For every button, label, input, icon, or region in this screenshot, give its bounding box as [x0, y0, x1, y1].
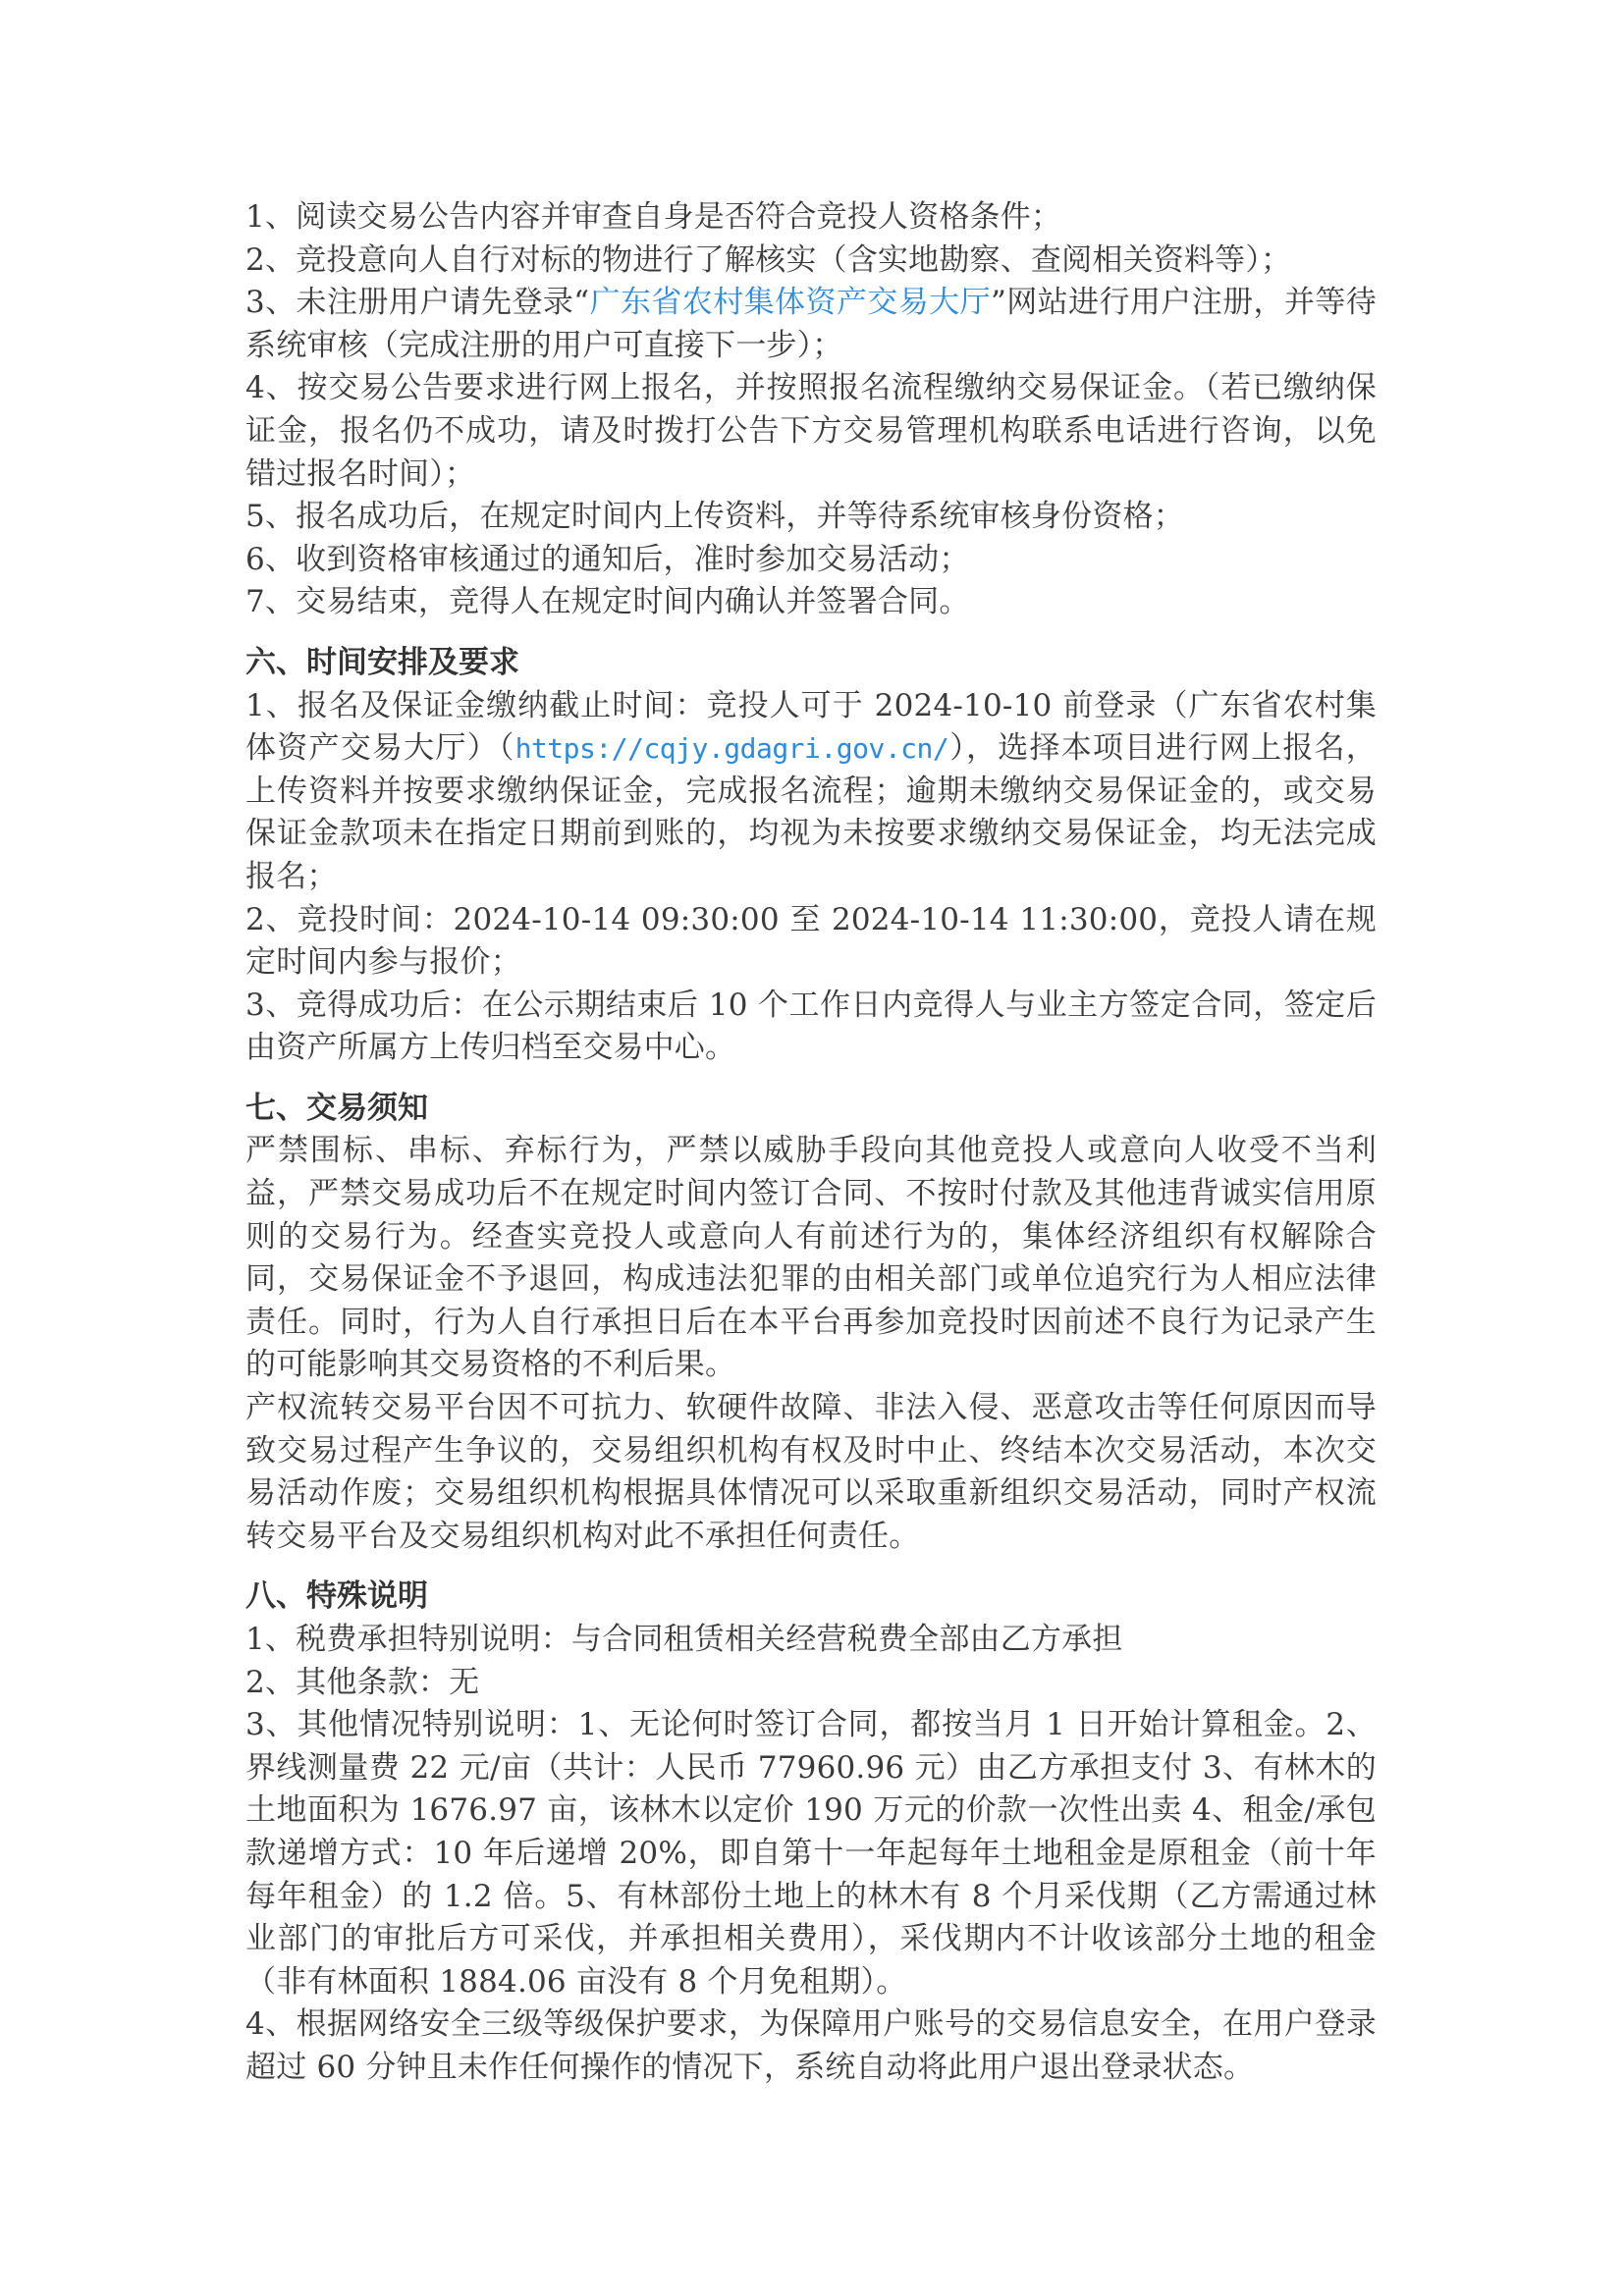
step-item-3 — [245, 282, 1377, 367]
step-item-2: 2、竞投意向人自行对标的物进行了解核实（含实地勘察、查阅相关资料等）； — [245, 241, 1292, 278]
special-note-3: 3、其他情况特别说明：1、无论何时签订合同，都按当月 1 日开始计算租金。2、界线测量费 22 元/亩（共计：人民币 77960.96 元）由乙方承担支付 3、有林木的土地面积为 1676.97 亩，该林木以定价 190 万元的价款一次性出卖 4、租金/承包款递增方式：10 年后递增 20%，即自第十一年起每年土地租金是原租金（前十年每年租金）的 1.2 倍。5、有林部份土地上的林木有 8 个月采伐期（乙方需通过林业部门的审批后方可采伐，并承担相关费用），采伐期内不计收该部分土地的租金（非有林面积 1884.06 亩没有 8 个月免租期）。 — [245, 1707, 1377, 2000]
trading-notice-paragraph-1: 严禁围标、串标、弃标行为，严禁以威胁手段向其他竞投人或意向人收受不当利益，严禁交易成功后不在规定时间内签订合同、不按时付款及其他违背诚实信用原则的交易行为。经查实竞投人或意向人有前述行为的，集体经济组织有权解除合同，交易保证金不予退回，构成违法犯罪的由相关部门或单位追究行为人相应法律责任。同时，行为人自行承担日后在本平台再参加竞投时因前述不良行为记录产生的可能影响其交易资格的不利后果。 — [245, 1133, 1377, 1383]
bidding-steps-list — [245, 196, 1377, 624]
schedule-item-1-post: ），选择本项目进行网上报名，上传资料并按要求缴纳保证金，完成报名流程；逾期未缴纳交易保证金的，或交易保证金款项未在指定日期前到账的，均视为未按要求缴纳交易保证金，均无法完成报名； — [245, 730, 1377, 894]
schedule-item-1 — [245, 685, 1377, 899]
step-item-5: 5、报名成功后，在规定时间内上传资料，并等待系统审核身份资格； — [245, 499, 1184, 535]
section-special-notes — [245, 1575, 1377, 2089]
section-schedule — [245, 642, 1377, 1070]
schedule-item-1-pre: 1、报名及保证金缴纳截止时间：竞投人可于 2024-10-10 前登录（广东省农村集体资产交易大厅）（ — [245, 687, 1377, 767]
section-trading-notice — [245, 1088, 1377, 1559]
special-note-1: 1、税费承担特别说明：与合同租赁相关经营税费全部由乙方承担 — [245, 1622, 1123, 1657]
step-item-7: 7、交易结束，竞得人在规定时间内确认并签署合同。 — [245, 584, 970, 620]
special-note-2: 2、其他条款：无 — [245, 1664, 480, 1700]
trading-hall-link[interactable]: 广东省农村集体资产交易大厅 — [589, 285, 991, 321]
step-item-1: 1、阅读交易公告内容并审查自身是否符合竞投人资格条件； — [245, 199, 1062, 235]
section-heading-schedule: 六、时间安排及要求 — [245, 644, 519, 680]
trading-notice-paragraph-2: 产权流转交易平台因不可抗力、软硬件故障、非法入侵、恶意攻击等任何原因而导致交易过程产生争议的，交易组织机构有权及时中止、终结本次交易活动，本次交易活动作废；交易组织机构根据具体情况可以采取重新组织交易活动，同时产权流转交易平台及交易组织机构对此不承担任何责任。 — [245, 1390, 1377, 1554]
section-heading-trading-notice: 七、交易须知 — [245, 1090, 428, 1126]
step-item-6: 6、收到资格审核通过的通知后，准时参加交易活动； — [245, 541, 970, 577]
step-item-3-pre: 3、未注册用户请先登录“ — [245, 285, 590, 321]
website-url-link[interactable]: https://cqjy.gdagri.gov.cn/ — [514, 732, 949, 766]
step-item-3-post: ”网站进行用户注册，并等待系统审核（完成注册的用户可直接下一步）； — [245, 285, 1377, 363]
step-item-4: 4、按交易公告要求进行网上报名，并按照报名流程缴纳交易保证金。（若已缴纳保证金，报名仍不成功，请及时拨打公告下方交易管理机构联系电话进行咨询，以免错过报名时间）； — [245, 370, 1377, 492]
schedule-item-2: 2、竞投时间：2024-10-14 09:30:00 至 2024-10-14 11:30:00，竞投人请在规定时间内参与报价； — [245, 901, 1377, 981]
section-heading-special-notes: 八、特殊说明 — [245, 1578, 428, 1615]
schedule-item-3: 3、竞得成功后：在公示期结束后 10 个工作日内竞得人与业主方签定合同，签定后由资产所属方上传归档至交易中心。 — [245, 987, 1377, 1066]
document-page — [245, 196, 1377, 2090]
special-note-4: 4、根据网络安全三级等级保护要求，为保障用户账号的交易信息安全，在用户登录超过 60 分钟且未作任何操作的情况下，系统自动将此用户退出登录状态。 — [245, 2006, 1377, 2085]
